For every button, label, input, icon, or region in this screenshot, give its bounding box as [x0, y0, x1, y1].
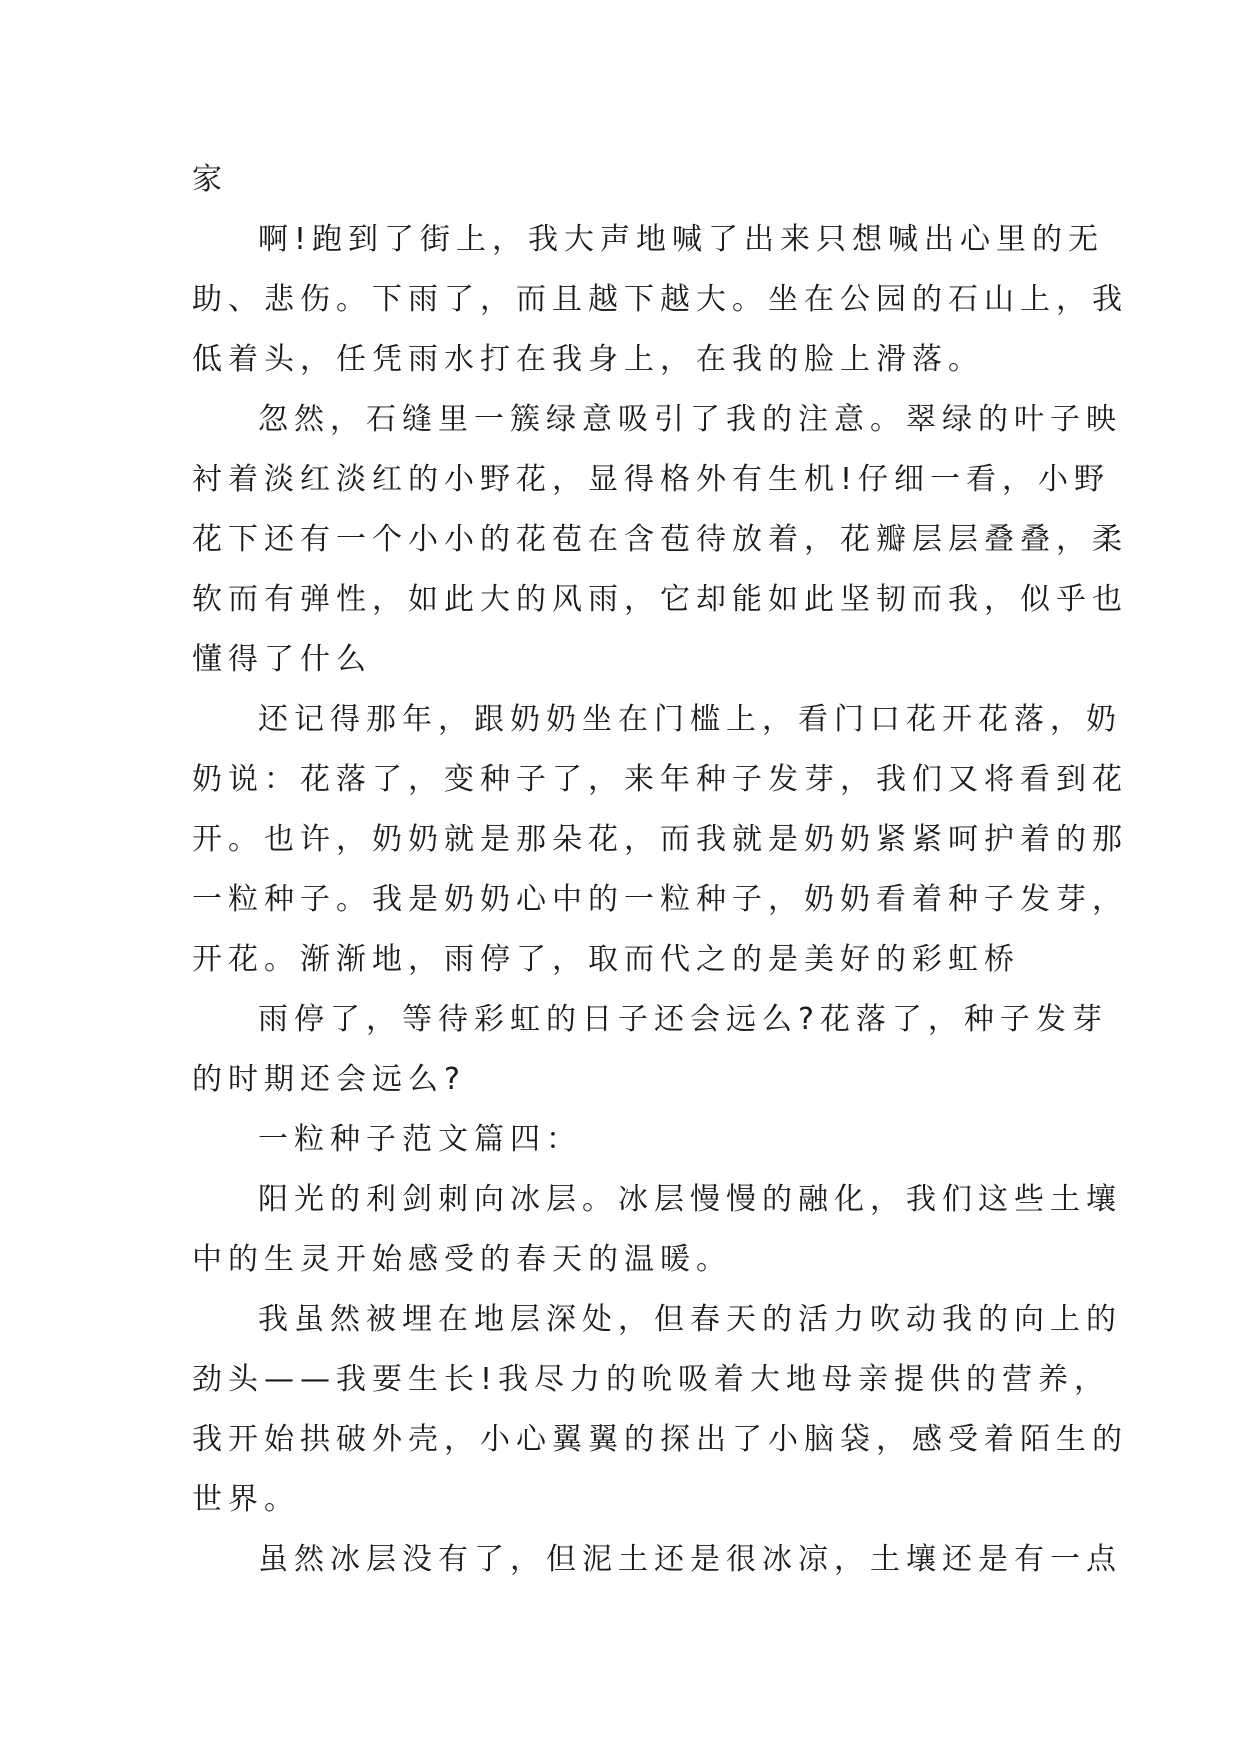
text-line: 的时期还会远么?	[192, 1062, 466, 1097]
text-line: 懂得了什么	[192, 642, 372, 677]
text-line: 我开始拱破外壳，小心翼翼的探出了小脑袋，感受着陌生的	[192, 1422, 1128, 1457]
text-line: 一粒种子。我是奶奶心中的一粒种子，奶奶看着种子发芽，	[192, 882, 1128, 917]
text-line: 家	[192, 162, 228, 197]
text-line: 衬着淡红淡红的小野花，显得格外有生机!仔细一看，小野	[192, 462, 1111, 497]
text-line: 低着头，任凭雨水打在我身上，在我的脸上滑落。	[192, 342, 984, 377]
text-line: 奶说：花落了，变种子了，来年种子发芽，我们又将看到花	[192, 762, 1128, 797]
text-line: 助、悲伤。下雨了，而且越下越大。坐在公园的石山上，我	[192, 282, 1128, 317]
text-line: 忽然，石缝里一簇绿意吸引了我的注意。翠绿的叶子映	[258, 402, 1122, 437]
text-line: 我虽然被埋在地层深处，但春天的活力吹动我的向上的	[258, 1302, 1122, 1337]
text-line: 啊!跑到了街上，我大声地喊了出来只想喊出心里的无	[258, 222, 1105, 257]
section-heading: 一粒种子范文篇四：	[258, 1122, 582, 1157]
text-line: 开花。渐渐地，雨停了，取而代之的是美好的彩虹桥	[192, 942, 1020, 977]
body-text	[192, 150, 1128, 1590]
text-line: 软而有弹性，如此大的风雨，它却能如此坚韧而我，似乎也	[192, 582, 1128, 617]
text-line: 阳光的利剑刺向冰层。冰层慢慢的融化，我们这些土壤	[258, 1182, 1122, 1217]
text-line: 虽然冰层没有了，但泥土还是很冰凉，土壤还是有一点	[258, 1542, 1122, 1577]
text-line: 开。也许，奶奶就是那朵花，而我就是奶奶紧紧呵护着的那	[192, 822, 1128, 857]
text-line: 还记得那年，跟奶奶坐在门槛上，看门口花开花落，奶	[258, 702, 1122, 737]
text-line: 世界。	[192, 1482, 300, 1517]
text-line: 雨停了，等待彩虹的日子还会远么?花落了，种子发芽	[258, 1002, 1108, 1037]
text-line: 中的生灵开始感受的春天的温暖。	[192, 1242, 732, 1277]
text-line: 劲头——我要生长!我尽力的吮吸着大地母亲提供的营养，	[192, 1362, 1111, 1397]
text-line: 花下还有一个小小的花苞在含苞待放着，花瓣层层叠叠，柔	[192, 522, 1128, 557]
